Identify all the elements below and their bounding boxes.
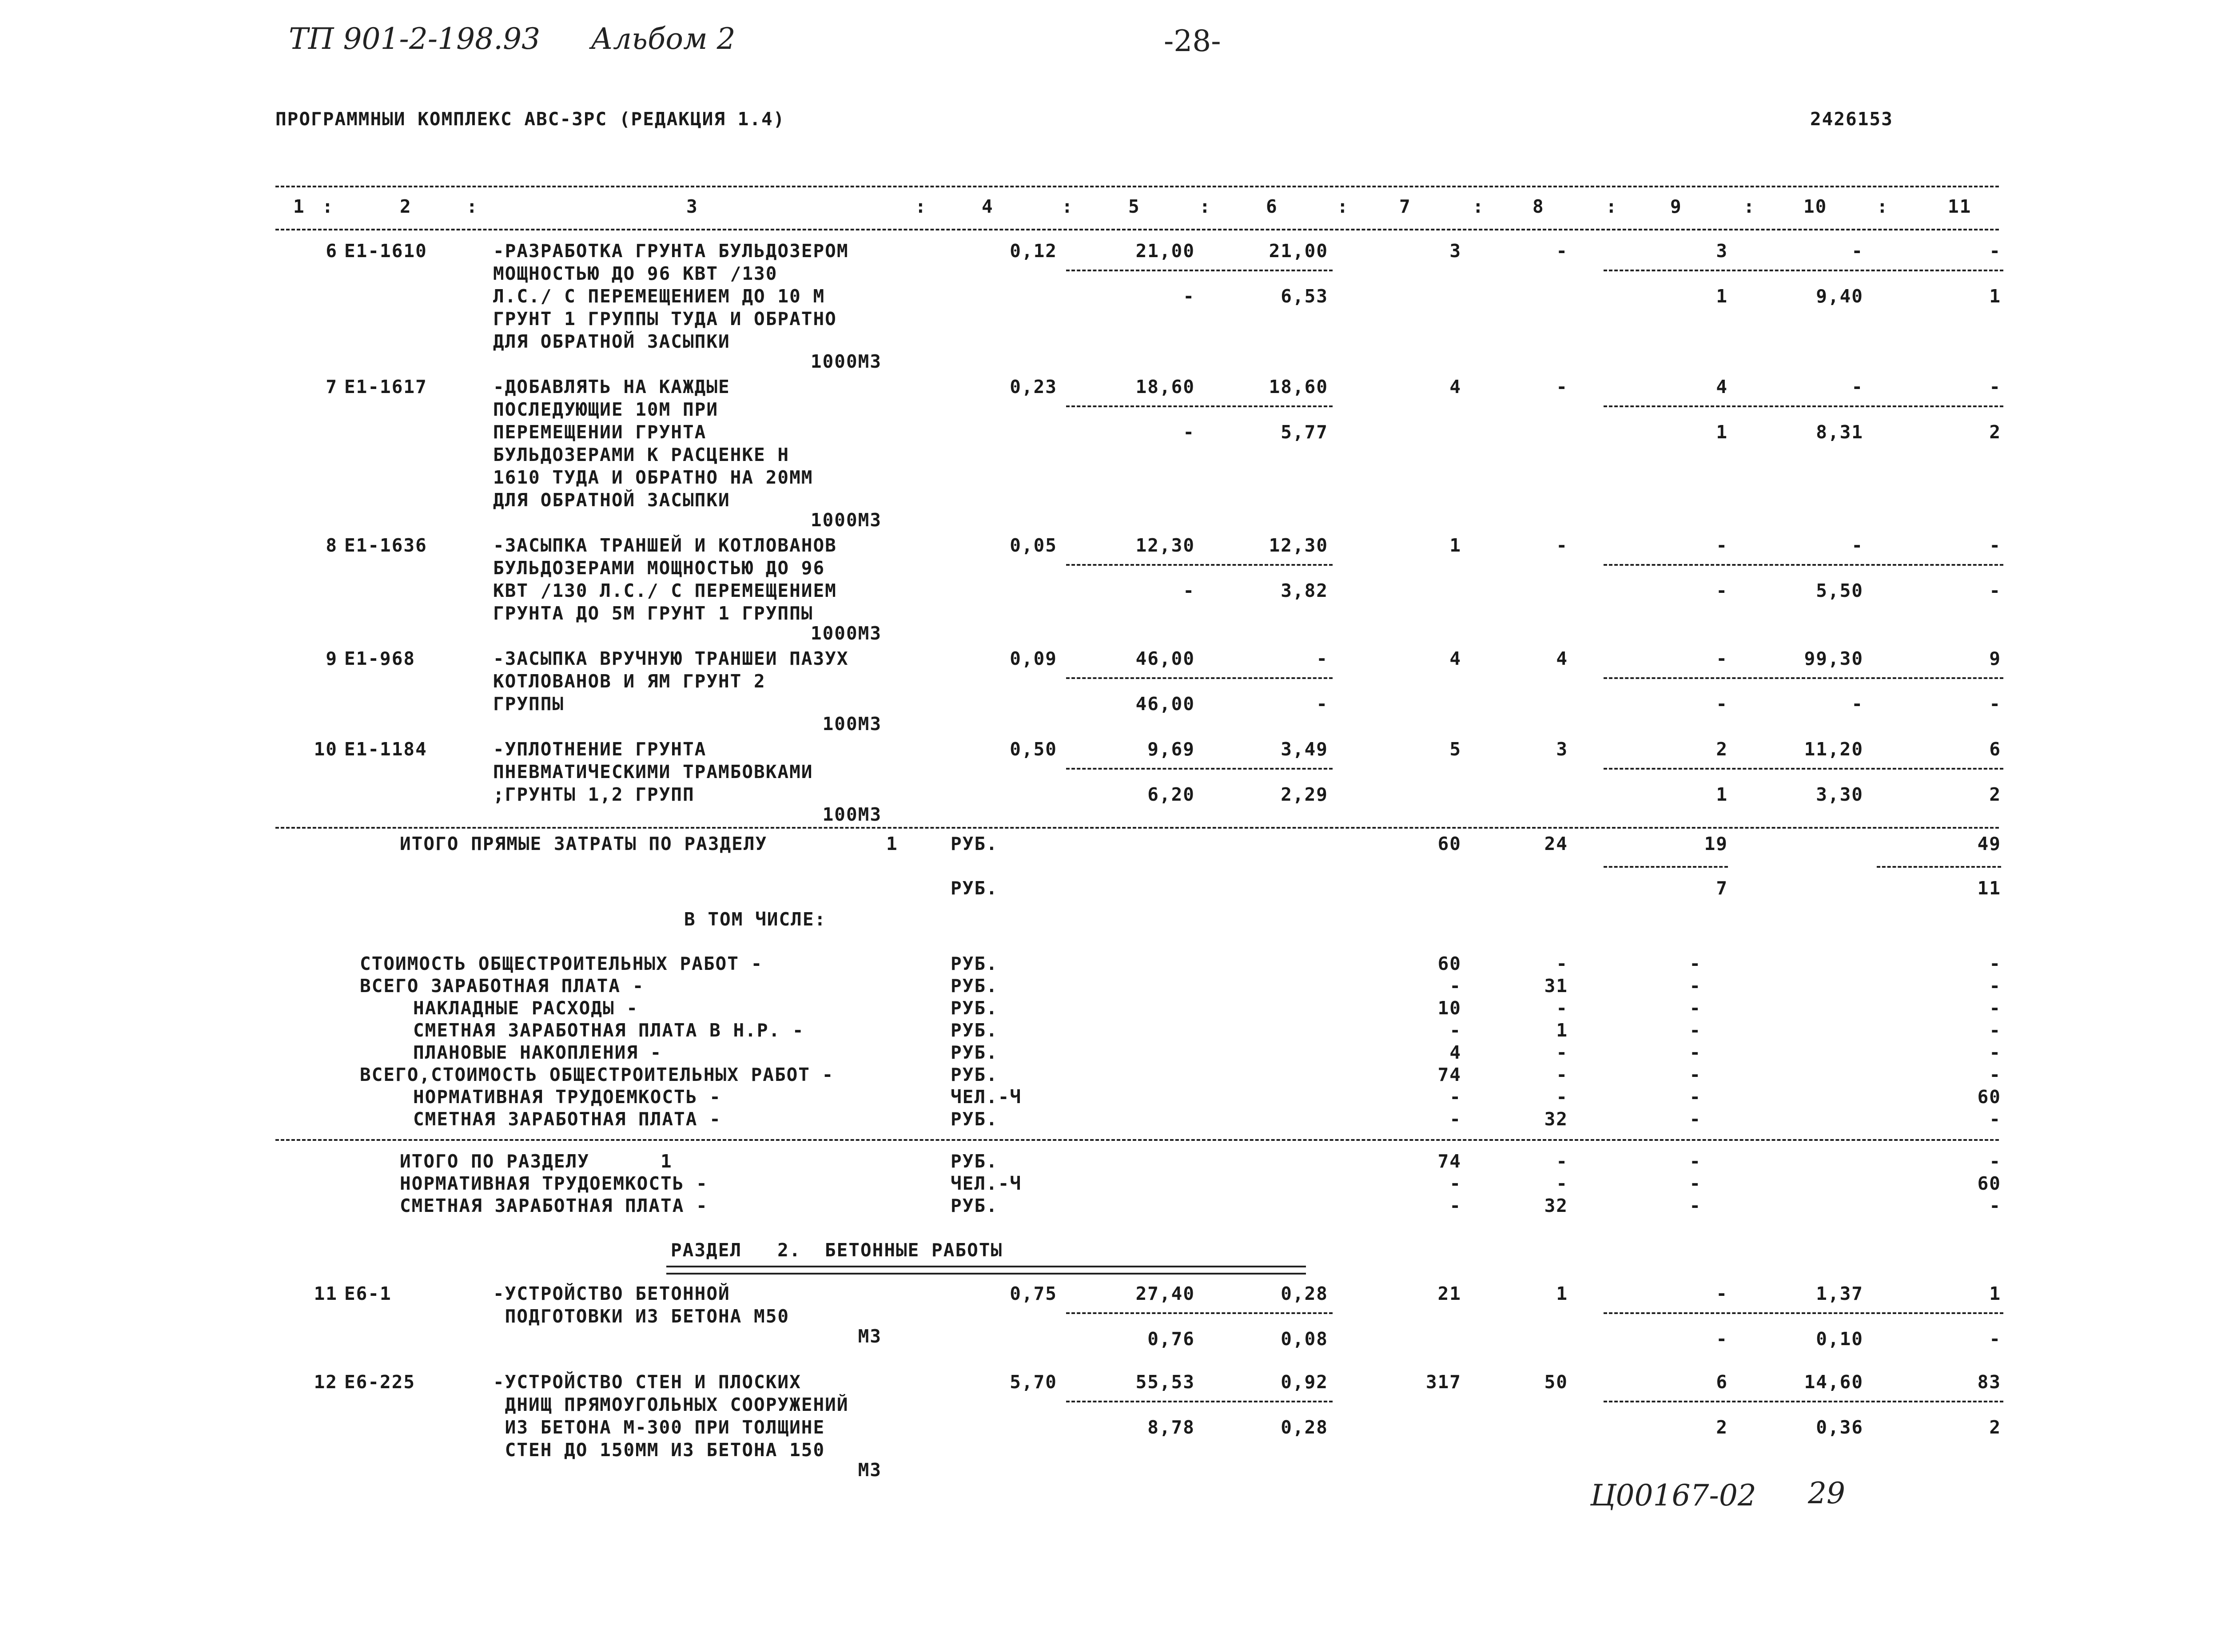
row-fraction-rule (1066, 405, 1333, 407)
row-code: Е6-1 (344, 1283, 392, 1304)
breakdown-c9: - (1689, 997, 1701, 1019)
breakdown-c9: - (1689, 1108, 1701, 1130)
row-number: 9 (326, 648, 338, 669)
total-unit: ЧЕЛ.-Ч (951, 1173, 1022, 1194)
total-label: СМЕТНАЯ ЗАРАБОТНАЯ ПЛАТА - (400, 1195, 708, 1216)
row-code: Е1-1636 (344, 535, 427, 556)
row-c11-bottom: 1 (1989, 286, 2001, 307)
column-header-11: 11 (1948, 196, 1972, 217)
row-c10-bottom: 0,36 (1816, 1417, 1863, 1438)
row-c10-top: - (1851, 240, 1863, 262)
breakdown-label: ВСЕГО,СТОИМОСТЬ ОБЩЕСТРОИТЕЛЬНЫХ РАБОТ - (360, 1064, 834, 1085)
row-description-line: ;ГРУНТЫ 1,2 ГРУПП (493, 784, 695, 805)
row-quantity: 0,09 (1010, 648, 1057, 669)
including-label: В ТОМ ЧИСЛЕ: (684, 909, 827, 930)
section-total-unit: РУБ. (951, 878, 998, 899)
row-c10-top: 1,37 (1816, 1283, 1863, 1304)
row-c10-bottom: 3,30 (1816, 784, 1863, 805)
row-c9-bottom: 1 (1716, 784, 1728, 805)
document-code: 2426153 (1810, 108, 1893, 130)
row-description-line: -УПЛОТНЕНИЕ ГРУНТА (493, 739, 707, 760)
row-description-line: ДНИЩ ПРЯМОУГОЛЬНЫХ СООРУЖЕНИЙ (493, 1394, 849, 1415)
row-description-line: 1610 ТУДА И ОБРАТНО НА 20ММ (493, 467, 813, 488)
column-header-2: 2 (400, 196, 412, 217)
breakdown-c8: - (1556, 1064, 1568, 1085)
row-c5-bottom: - (1183, 421, 1195, 443)
row-c6-bottom: 2,29 (1281, 784, 1328, 805)
row-description-line: ПЕРЕМЕЩЕНИИ ГРУНТА (493, 421, 707, 443)
row-c11-top: - (1989, 376, 2001, 397)
column-header-7: 7 (1399, 196, 1411, 217)
row-c11-top: 1 (1989, 1283, 2001, 1304)
column-header-1: 1 (293, 196, 305, 217)
row-code: Е1-1184 (344, 739, 427, 760)
row-unit: 100М3 (822, 804, 882, 825)
row-c9-bottom: - (1716, 693, 1728, 715)
row-c11-top: 83 (1977, 1371, 2001, 1393)
row-fraction-rule (1604, 405, 2003, 407)
breakdown-c11: - (1989, 975, 2001, 997)
row-fraction-rule (1604, 768, 2003, 770)
row-fraction-rule (1604, 677, 2003, 679)
row-c7: 1 (1449, 535, 1461, 556)
row-c7: 4 (1449, 376, 1461, 397)
row-fraction-rule (1066, 564, 1333, 566)
breakdown-c11: - (1989, 1108, 2001, 1130)
total-c11: - (1989, 1151, 2001, 1172)
row-c9-top: 2 (1716, 739, 1728, 760)
total-c7: - (1449, 1195, 1461, 1216)
column-separator: : (1877, 196, 1889, 217)
row-description-line: БУЛЬДОЗЕРАМИ К РАСЦЕНКЕ Н (493, 444, 790, 465)
breakdown-label: СМЕТНАЯ ЗАРАБОТНАЯ ПЛАТА - (413, 1108, 721, 1130)
breakdown-label: ВСЕГО ЗАРАБОТНАЯ ПЛАТА - (360, 975, 645, 997)
row-fraction-rule (1604, 270, 2003, 271)
row-description-line: ПОСЛЕДУЮЩИЕ 10М ПРИ (493, 399, 718, 420)
row-number: 7 (326, 376, 338, 397)
row-description-line: ПНЕВМАТИЧЕСКИМИ ТРАМБОВКАМИ (493, 761, 813, 782)
total-c7: - (1449, 1173, 1461, 1194)
header-rule-bottom (275, 229, 1999, 230)
column-separator: : (1473, 196, 1485, 217)
row-c6-top: 12,30 (1269, 535, 1328, 556)
row-c11-bottom: 2 (1989, 784, 2001, 805)
row-description-line: ГРУППЫ (493, 693, 565, 715)
row-c11-bottom: 2 (1989, 1417, 2001, 1438)
row-c5-bottom: - (1183, 286, 1195, 307)
total-c8: 32 (1544, 1195, 1568, 1216)
row-c6-bottom: 5,77 (1281, 421, 1328, 443)
section-rule (275, 827, 1999, 829)
breakdown-c7: 10 (1437, 997, 1461, 1019)
row-c5-top: 12,30 (1135, 535, 1195, 556)
row-fraction-rule (1604, 564, 2003, 566)
total-c11: - (1989, 1195, 2001, 1216)
row-code: Е6-225 (344, 1371, 416, 1393)
row-c5-top: 46,00 (1135, 648, 1195, 669)
handwritten-album: Альбом 2 (591, 22, 736, 56)
breakdown-c8: 31 (1544, 975, 1568, 997)
total-c9: - (1689, 1173, 1701, 1194)
row-c9-top: 4 (1716, 376, 1728, 397)
breakdown-label: НАКЛАДНЫЕ РАСХОДЫ - (413, 997, 638, 1019)
row-fraction-rule (1604, 1401, 2003, 1402)
handwritten-footer-page: 29 (1808, 1476, 1845, 1510)
row-description-line: ДЛЯ ОБРАТНОЙ ЗАСЫПКИ (493, 331, 730, 352)
breakdown-c8: - (1556, 1086, 1568, 1108)
row-unit: 100М3 (822, 713, 882, 735)
row-c6-top: 3,49 (1281, 739, 1328, 760)
breakdown-c11: - (1989, 953, 2001, 974)
row-c6-top: 21,00 (1269, 240, 1328, 262)
row-description-line: -ДОБАВЛЯТЬ НА КАЖДЫЕ (493, 376, 730, 397)
row-c10-top: 99,30 (1804, 648, 1863, 669)
column-header-8: 8 (1532, 196, 1544, 217)
section-total-number: 1 (886, 833, 898, 854)
section-total-c7: 60 (1437, 833, 1461, 854)
row-description-line: КОТЛОВАНОВ И ЯМ ГРУНТ 2 (493, 671, 766, 692)
row-c10-bottom: 5,50 (1816, 580, 1863, 601)
column-separator: : (1743, 196, 1755, 217)
breakdown-unit: РУБ. (951, 1108, 998, 1130)
breakdown-c11: - (1989, 1020, 2001, 1041)
row-c8: - (1556, 240, 1568, 262)
row-c8: - (1556, 376, 1568, 397)
breakdown-c7: - (1449, 1086, 1461, 1108)
column-header-4: 4 (982, 196, 994, 217)
row-c9-top: 6 (1716, 1371, 1728, 1393)
row-c9-top: - (1716, 648, 1728, 669)
breakdown-c9: - (1689, 953, 1701, 974)
row-c7: 4 (1449, 648, 1461, 669)
breakdown-c9: - (1689, 1042, 1701, 1063)
total-unit: РУБ. (951, 1195, 998, 1216)
row-c10-top: 11,20 (1804, 739, 1863, 760)
row-c6-bottom: - (1316, 693, 1328, 715)
row-unit: М3 (858, 1326, 882, 1347)
column-separator: : (1337, 196, 1349, 217)
row-code: Е1-968 (344, 648, 416, 669)
row-description-line: ГРУНТ 1 ГРУППЫ ТУДА И ОБРАТНО (493, 308, 837, 330)
section-total-c9-bottom: 7 (1716, 878, 1728, 899)
section-total-c8: 24 (1544, 833, 1568, 854)
breakdown-c11: - (1989, 1064, 2001, 1085)
breakdown-c8: 32 (1544, 1108, 1568, 1130)
total-c9: - (1689, 1195, 1701, 1216)
column-separator: : (1606, 196, 1618, 217)
row-description-line: -ЗАСЫПКА ВРУЧНУЮ ТРАНШЕИ ПАЗУХ (493, 648, 849, 669)
row-fraction-rule (1604, 1312, 2003, 1314)
row-c9-bottom: 2 (1716, 1417, 1728, 1438)
row-c5-bottom: 0,76 (1147, 1328, 1195, 1350)
row-fraction-rule (1066, 677, 1333, 679)
row-unit: 1000М3 (810, 509, 882, 531)
breakdown-c7: 74 (1437, 1064, 1461, 1085)
row-c5-bottom: - (1183, 580, 1195, 601)
row-c5-top: 9,69 (1147, 739, 1195, 760)
column-separator: : (915, 196, 927, 217)
row-c8: 50 (1544, 1371, 1568, 1393)
column-header-9: 9 (1670, 196, 1682, 217)
total-unit: РУБ. (951, 1151, 998, 1172)
column-separator: : (466, 196, 478, 217)
row-description-line: СТЕН ДО 150ММ ИЗ БЕТОНА 150 (493, 1439, 825, 1461)
breakdown-c11: 60 (1977, 1086, 2001, 1108)
row-c11-top: 9 (1989, 648, 2001, 669)
breakdown-c8: - (1556, 1042, 1568, 1063)
column-header-10: 10 (1803, 196, 1827, 217)
row-fraction-rule (1066, 768, 1333, 770)
row-c5-top: 18,60 (1135, 376, 1195, 397)
row-number: 8 (326, 535, 338, 556)
row-quantity: 0,23 (1010, 376, 1057, 397)
total-c8: - (1556, 1151, 1568, 1172)
row-c10-bottom: - (1851, 693, 1863, 715)
row-c9-bottom: 1 (1716, 421, 1728, 443)
row-fraction-rule (1066, 270, 1333, 271)
total-c9: - (1689, 1151, 1701, 1172)
breakdown-label: НОРМАТИВНАЯ ТРУДОЕМКОСТЬ - (413, 1086, 721, 1108)
handwritten-project-code: ТП 901-2-198.93 (289, 22, 541, 56)
row-c10-top: 14,60 (1804, 1371, 1863, 1393)
row-quantity: 0,75 (1010, 1283, 1057, 1304)
row-c10-top: - (1851, 376, 1863, 397)
row-c6-bottom: 3,82 (1281, 580, 1328, 601)
row-c6-top: - (1316, 648, 1328, 669)
section-total-rule (1877, 866, 2001, 868)
row-code: Е1-1610 (344, 240, 427, 262)
breakdown-c11: - (1989, 997, 2001, 1019)
row-c6-bottom: 6,53 (1281, 286, 1328, 307)
row-c6-top: 18,60 (1269, 376, 1328, 397)
column-header-3: 3 (686, 196, 698, 217)
row-description-line: -УСТРОЙСТВО СТЕН И ПЛОСКИХ (493, 1371, 801, 1393)
row-c11-top: - (1989, 535, 2001, 556)
row-description-line: -ЗАСЫПКА ТРАНШЕЙ И КОТЛОВАНОВ (493, 535, 837, 556)
total-c7: 74 (1437, 1151, 1461, 1172)
breakdown-label: СМЕТНАЯ ЗАРАБОТНАЯ ПЛАТА В Н.Р. - (413, 1020, 804, 1041)
row-c7: 317 (1425, 1371, 1461, 1393)
row-unit: 1000М3 (810, 623, 882, 644)
total-c8: - (1556, 1173, 1568, 1194)
breakdown-unit: ЧЕЛ.-Ч (951, 1086, 1022, 1108)
section-total-c9-top: 19 (1704, 833, 1728, 854)
row-description-line: МОЩНОСТЬЮ ДО 96 КВТ /130 (493, 263, 778, 284)
row-c8: 3 (1556, 739, 1568, 760)
breakdown-c9: - (1689, 1020, 1701, 1041)
breakdown-c9: - (1689, 975, 1701, 997)
row-c5-bottom: 8,78 (1147, 1417, 1195, 1438)
row-c6-top: 0,92 (1281, 1371, 1328, 1393)
row-c11-top: 6 (1989, 739, 2001, 760)
row-quantity: 0,50 (1010, 739, 1057, 760)
row-c11-bottom: - (1989, 693, 2001, 715)
row-c7: 21 (1437, 1283, 1461, 1304)
row-c11-bottom: 2 (1989, 421, 2001, 443)
row-description-line: БУЛЬДОЗЕРАМИ МОЩНОСТЬЮ ДО 96 (493, 557, 825, 579)
section-total-label: ИТОГО ПРЯМЫЕ ЗАТРАТЫ ПО РАЗДЕЛУ (400, 833, 768, 854)
row-c5-top: 55,53 (1135, 1371, 1195, 1393)
section-total-c11-top: 49 (1977, 833, 2001, 854)
column-header-6: 6 (1266, 196, 1278, 217)
column-header-5: 5 (1128, 196, 1140, 217)
breakdown-unit: РУБ. (951, 975, 998, 997)
row-quantity: 0,12 (1010, 240, 1057, 262)
row-c9-bottom: - (1716, 1328, 1728, 1350)
row-c5-top: 21,00 (1135, 240, 1195, 262)
row-c7: 5 (1449, 739, 1461, 760)
handwritten-footer-code: Ц00167-02 (1590, 1478, 1756, 1513)
breakdown-c11: - (1989, 1042, 2001, 1063)
column-separator: : (322, 196, 334, 217)
row-unit: 1000М3 (810, 351, 882, 372)
breakdown-c7: 4 (1449, 1042, 1461, 1063)
row-description-line: КВТ /130 Л.С./ С ПЕРЕМЕЩЕНИЕМ (493, 580, 837, 601)
row-c11-bottom: - (1989, 580, 2001, 601)
breakdown-c7: - (1449, 975, 1461, 997)
total-label: ИТОГО ПО РАЗДЕЛУ 1 (400, 1151, 673, 1172)
breakdown-c7: - (1449, 1020, 1461, 1041)
row-description-line: -РАЗРАБОТКА ГРУНТА БУЛЬДОЗЕРОМ (493, 240, 849, 262)
row-description-line: ГРУНТА ДО 5М ГРУНТ 1 ГРУППЫ (493, 603, 813, 624)
totals-rule (275, 1139, 1999, 1141)
section-total-unit: РУБ. (951, 833, 998, 854)
breakdown-label: СТОИМОСТЬ ОБЩЕСТРОИТЕЛЬНЫХ РАБОТ - (360, 953, 763, 974)
row-c10-top: - (1851, 535, 1863, 556)
row-number: 12 (314, 1371, 338, 1393)
row-c10-bottom: 8,31 (1816, 421, 1863, 443)
row-description-line: ДЛЯ ОБРАТНОЙ ЗАСЫПКИ (493, 489, 730, 511)
row-c9-bottom: - (1716, 580, 1728, 601)
row-description-line: ПОДГОТОВКИ ИЗ БЕТОНА М50 (493, 1306, 790, 1327)
row-c5-top: 27,40 (1135, 1283, 1195, 1304)
section-total-rule (1604, 866, 1728, 868)
row-description-line: -УСТРОЙСТВО БЕТОННОЙ (493, 1283, 730, 1304)
section2-double-rule (666, 1266, 1306, 1275)
row-c11-bottom: - (1989, 1328, 2001, 1350)
column-separator: : (1199, 196, 1211, 217)
row-description-line: Л.С./ С ПЕРЕМЕЩЕНИЕМ ДО 10 М (493, 286, 825, 307)
breakdown-c9: - (1689, 1064, 1701, 1085)
row-c9-top: - (1716, 535, 1728, 556)
row-description-line: ИЗ БЕТОНА М-300 ПРИ ТОЛЩИНЕ (493, 1417, 825, 1438)
breakdown-unit: РУБ. (951, 997, 998, 1019)
header-rule-top (275, 186, 1999, 187)
breakdown-label: ПЛАНОВЫЕ НАКОПЛЕНИЯ - (413, 1042, 662, 1063)
breakdown-unit: РУБ. (951, 1020, 998, 1041)
row-c7: 3 (1449, 240, 1461, 262)
row-quantity: 5,70 (1010, 1371, 1057, 1393)
row-c8: - (1556, 535, 1568, 556)
row-c11-top: - (1989, 240, 2001, 262)
row-fraction-rule (1066, 1312, 1333, 1314)
breakdown-c7: - (1449, 1108, 1461, 1130)
row-number: 11 (314, 1283, 338, 1304)
row-c9-bottom: 1 (1716, 286, 1728, 307)
breakdown-c8: - (1556, 997, 1568, 1019)
row-c10-bottom: 9,40 (1816, 286, 1863, 307)
section2-title: РАЗДЕЛ 2. БЕТОННЫЕ РАБОТЫ (671, 1239, 1003, 1261)
total-c11: 60 (1977, 1173, 2001, 1194)
total-label: НОРМАТИВНАЯ ТРУДОЕМКОСТЬ - (400, 1173, 708, 1194)
row-c8: 1 (1556, 1283, 1568, 1304)
row-c8: 4 (1556, 648, 1568, 669)
section-total-c11-bottom: 11 (1977, 878, 2001, 899)
row-number: 6 (326, 240, 338, 262)
row-c6-bottom: 0,08 (1281, 1328, 1328, 1350)
breakdown-c9: - (1689, 1086, 1701, 1108)
page-number: -28- (1164, 24, 1221, 58)
row-number: 10 (314, 739, 338, 760)
row-fraction-rule (1066, 1401, 1333, 1402)
row-c9-top: 3 (1716, 240, 1728, 262)
row-c6-bottom: 0,28 (1281, 1417, 1328, 1438)
row-c6-top: 0,28 (1281, 1283, 1328, 1304)
row-c10-bottom: 0,10 (1816, 1328, 1863, 1350)
breakdown-c8: - (1556, 953, 1568, 974)
program-title: ПРОГРАММНЫИ КОМПЛЕКС АВС-3РС (РЕДАКЦИЯ 1.4) (275, 108, 785, 130)
row-c5-bottom: 46,00 (1135, 693, 1195, 715)
row-code: Е1-1617 (344, 376, 427, 397)
breakdown-unit: РУБ. (951, 953, 998, 974)
row-c5-bottom: 6,20 (1147, 784, 1195, 805)
row-quantity: 0,05 (1010, 535, 1057, 556)
breakdown-unit: РУБ. (951, 1042, 998, 1063)
breakdown-unit: РУБ. (951, 1064, 998, 1085)
row-c9-top: - (1716, 1283, 1728, 1304)
row-unit: М3 (858, 1459, 882, 1481)
breakdown-c8: 1 (1556, 1020, 1568, 1041)
breakdown-c7: 60 (1437, 953, 1461, 974)
column-separator: : (1062, 196, 1074, 217)
